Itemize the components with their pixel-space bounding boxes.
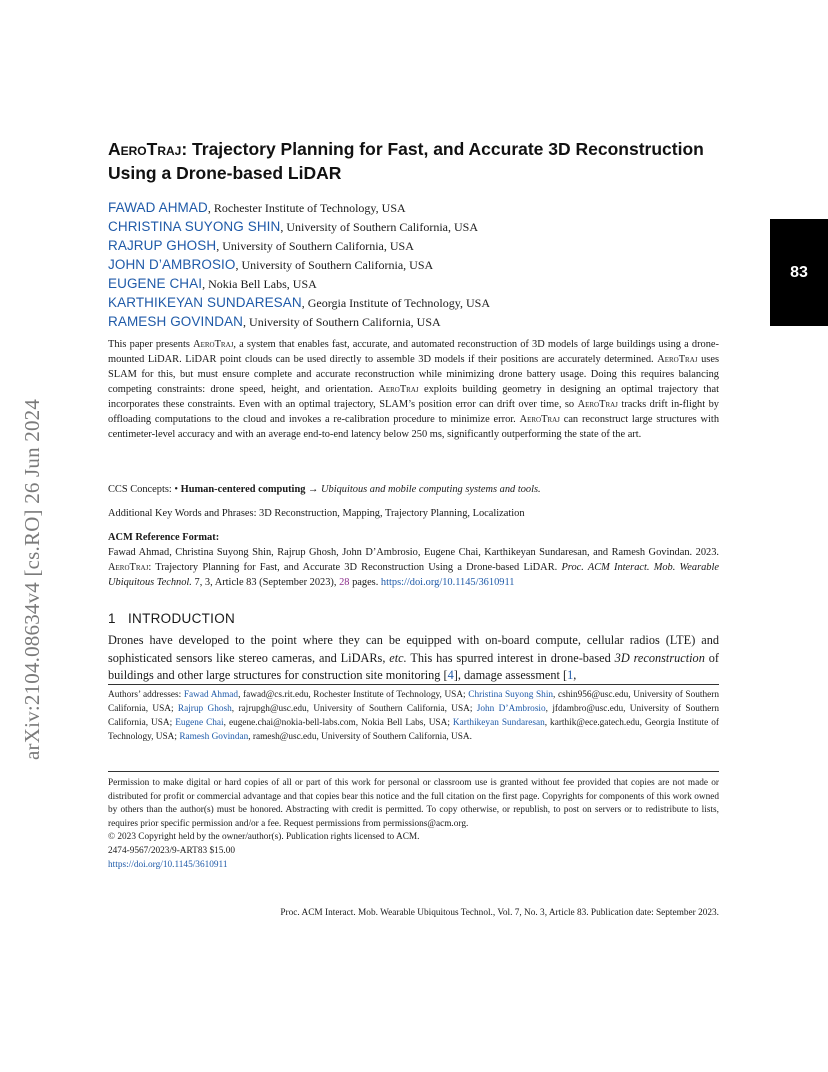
author-link[interactable]: Christina Suyong Shin	[468, 690, 554, 700]
author-link[interactable]: Fawad Ahmad	[183, 690, 239, 700]
author-link[interactable]: Karthikeyan Sundaresan	[452, 718, 545, 728]
author-name[interactable]: FAWAD AHMAD	[108, 200, 208, 215]
permissions-text: Permission to make digital or hard copies of all or part of this work for personal or classroom use is granted without fee provided that copies are not made or distributed for profit or commercial advantage and that copies bear this notice and the full citation on the first page. Copyrights for components of this work owned by others than the author(s) must be honored. Abstracting with credit is permitted. To copy otherwise, or republish, to post on servers or to redistribute to lists, requires prior specific permission and/or a fee. Request permissions from permissions@acm.org.	[108, 778, 719, 829]
ccs-concepts	[108, 482, 719, 497]
addresses-label: Authors’ addresses:	[108, 690, 184, 700]
title-rest: : Trajectory Planning for Fast, and Accurate 3D Reconstruction Using a Drone-based LiDAR	[108, 139, 704, 183]
intro-text: ], damage assessment [	[453, 668, 568, 682]
author-name[interactable]: EUGENE CHAI	[108, 276, 203, 291]
abstract	[108, 337, 719, 442]
author-affiliation: , University of Southern California, USA	[280, 220, 479, 234]
abstract-text: exploits building geometry in designing an optimal trajectory that incorporates these constraints. Even with an optimal trajectory, SLAM’s position error can drift over time, so	[108, 384, 720, 410]
author-name[interactable]: CHRISTINA SUYONG SHIN	[108, 219, 281, 234]
intro-text: This has spurred interest in drone-based	[406, 650, 615, 665]
abstract-text: This paper presents	[108, 339, 194, 350]
section-number: 1	[108, 611, 116, 626]
author-line	[108, 293, 719, 312]
section-heading	[108, 611, 235, 626]
page-number-tab	[770, 219, 828, 326]
running-footer: Proc. ACM Interact. Mob. Wearable Ubiquitous Technol., Vol. 7, No. 3, Article 83. Publication date: September 2023.	[280, 908, 719, 918]
section-title: INTRODUCTION	[127, 611, 236, 626]
author-list	[108, 198, 719, 331]
permissions-block	[108, 771, 719, 872]
reference-text: pages.	[349, 577, 381, 588]
copyright-line: © 2023 Copyright held by the owner/author(s). Publication rights licensed to ACM.	[108, 832, 420, 843]
acm-reference-text	[108, 545, 719, 590]
intro-text: ,	[573, 668, 577, 682]
system-name: AeroTraj	[378, 384, 419, 395]
arxiv-stamp: arXiv:2104.08634v4 [cs.RO] 26 Jun 2024	[20, 398, 44, 760]
citation-link[interactable]: 1	[567, 668, 574, 682]
address-text: , ramesh@usc.edu, University of Southern California, USA.	[248, 732, 472, 742]
acm-reference	[108, 530, 719, 590]
author-line	[108, 217, 719, 236]
intro-text: Drones have developed to the point where they can be equipped with on-board compute, cellular radios (LTE) and sophisticated sensors like stereo cameras, and LiDARs,	[108, 633, 719, 665]
system-name: AeroTraj	[577, 399, 618, 410]
author-link[interactable]: Eugene Chai	[175, 718, 224, 728]
address-text: , jfdambro@usc.edu, University of Southern California, USA;	[108, 704, 720, 728]
address-text: , eugene.chai@nokia-bell-labs.com, Nokia Bell Labs, USA;	[223, 718, 453, 728]
author-name[interactable]: RAJRUP GHOSH	[108, 238, 217, 253]
author-affiliation: , Nokia Bell Labs, USA	[202, 277, 317, 291]
author-name[interactable]: RAMESH GOVINDAN	[108, 314, 244, 329]
address-text: , rajrupgh@usc.edu, University of Southern California, USA;	[231, 704, 477, 714]
system-name: AeroTraj	[108, 562, 149, 573]
abstract-text: uses SLAM for this, but must ensure complete and accurate reconstruction while minimizing drone battery usage. Doing this requires balancing competing constraints: drone speed, height, and orientation.	[108, 354, 719, 395]
permissions-doi-link[interactable]: https://doi.org/10.1145/3610911	[108, 859, 228, 870]
author-name[interactable]: JOHN D’AMBROSIO	[108, 257, 236, 272]
author-affiliation: , Georgia Institute of Technology, USA	[301, 296, 490, 310]
author-link[interactable]: Ramesh Govindan	[179, 732, 249, 742]
address-text: , karthik@ece.gatech.edu, Georgia Institute of Technology, USA;	[108, 718, 719, 742]
author-line	[108, 312, 719, 331]
intro-text: of buildings and other large structures for construction site monitoring [	[108, 650, 719, 682]
abstract-text: tracks drift in-flight by offloading computations to the cloud and invokes a re-calibration procedure to minimize error.	[108, 399, 719, 425]
address-text: , cshin956@usc.edu, University of Southern California, USA;	[108, 690, 719, 714]
author-affiliation: , University of Southern California, USA	[243, 315, 441, 329]
author-link[interactable]: John D’Ambrosio	[476, 704, 546, 714]
author-name[interactable]: KARTHIKEYAN SUNDARESAN	[108, 295, 302, 310]
abstract-text: can reconstruct large structures with centimeter-level accuracy and with an average end-to-end latency below 250 ms, significantly outperforming the state of the art.	[108, 414, 720, 440]
doi-link[interactable]: https://doi.org/10.1145/3610911	[380, 577, 515, 588]
acm-reference-heading: ACM Reference Format:	[108, 532, 220, 543]
page-number: 83	[790, 263, 808, 281]
journal-name: Proc. ACM Interact. Mob. Wearable Ubiquitous Technol.	[108, 562, 720, 588]
system-name: AeroTraj	[193, 339, 234, 350]
paper-title	[108, 137, 719, 185]
ccs-subconcept: Ubiquitous and mobile computing systems and tools.	[321, 484, 541, 495]
author-line	[108, 255, 719, 274]
author-line	[108, 274, 719, 293]
author-affiliation: , University of Southern California, USA	[216, 239, 414, 253]
intro-paragraph	[108, 632, 719, 685]
system-name: AeroTraj	[657, 354, 698, 365]
system-name: AeroTraj	[108, 139, 182, 159]
arrow-icon: →	[305, 484, 322, 495]
reference-text: : Trajectory Planning for Fast, and Accurate 3D Reconstruction Using a Drone-based LiDAR.	[148, 562, 562, 573]
system-name: AeroTraj	[519, 414, 560, 425]
reference-text: 7, 3, Article 83 (September 2023),	[191, 577, 340, 588]
ccs-concept: Human-centered computing	[180, 484, 306, 495]
intro-text: 3D reconstruction	[614, 650, 705, 665]
reference-text: Fawad Ahmad, Christina Suyong Shin, Rajrup Ghosh, John D’Ambrosio, Eugene Chai, Karthikeyan Sundaresan, and Ramesh Govindan. 2023.	[108, 547, 719, 558]
address-text: , fawad@cs.rit.edu, Rochester Institute of Technology, USA;	[238, 690, 469, 700]
issn-line: 2474-9567/2023/9-ART83 $15.00	[108, 845, 236, 856]
author-affiliation: , University of Southern California, USA	[235, 258, 434, 272]
author-affiliation: , Rochester Institute of Technology, USA	[207, 201, 406, 215]
author-line	[108, 198, 719, 217]
author-line	[108, 236, 719, 255]
intro-text: etc.	[389, 650, 407, 665]
author-link[interactable]: Rajrup Ghosh	[177, 704, 232, 714]
abstract-text: , a system that enables fast, accurate, and automated reconstruction of 3D models of large buildings using a drone-mounted LiDAR. LiDAR point clouds can be used directly to assemble 3D models if their positions are accurately determined.	[108, 339, 719, 365]
author-addresses	[108, 684, 719, 744]
ccs-label: CCS Concepts: •	[108, 484, 181, 495]
keywords: Additional Key Words and Phrases: 3D Reconstruction, Mapping, Trajectory Planning, Localization	[108, 508, 525, 519]
citation-link[interactable]: 4	[447, 668, 454, 682]
page-count-link[interactable]: 28	[339, 577, 350, 588]
